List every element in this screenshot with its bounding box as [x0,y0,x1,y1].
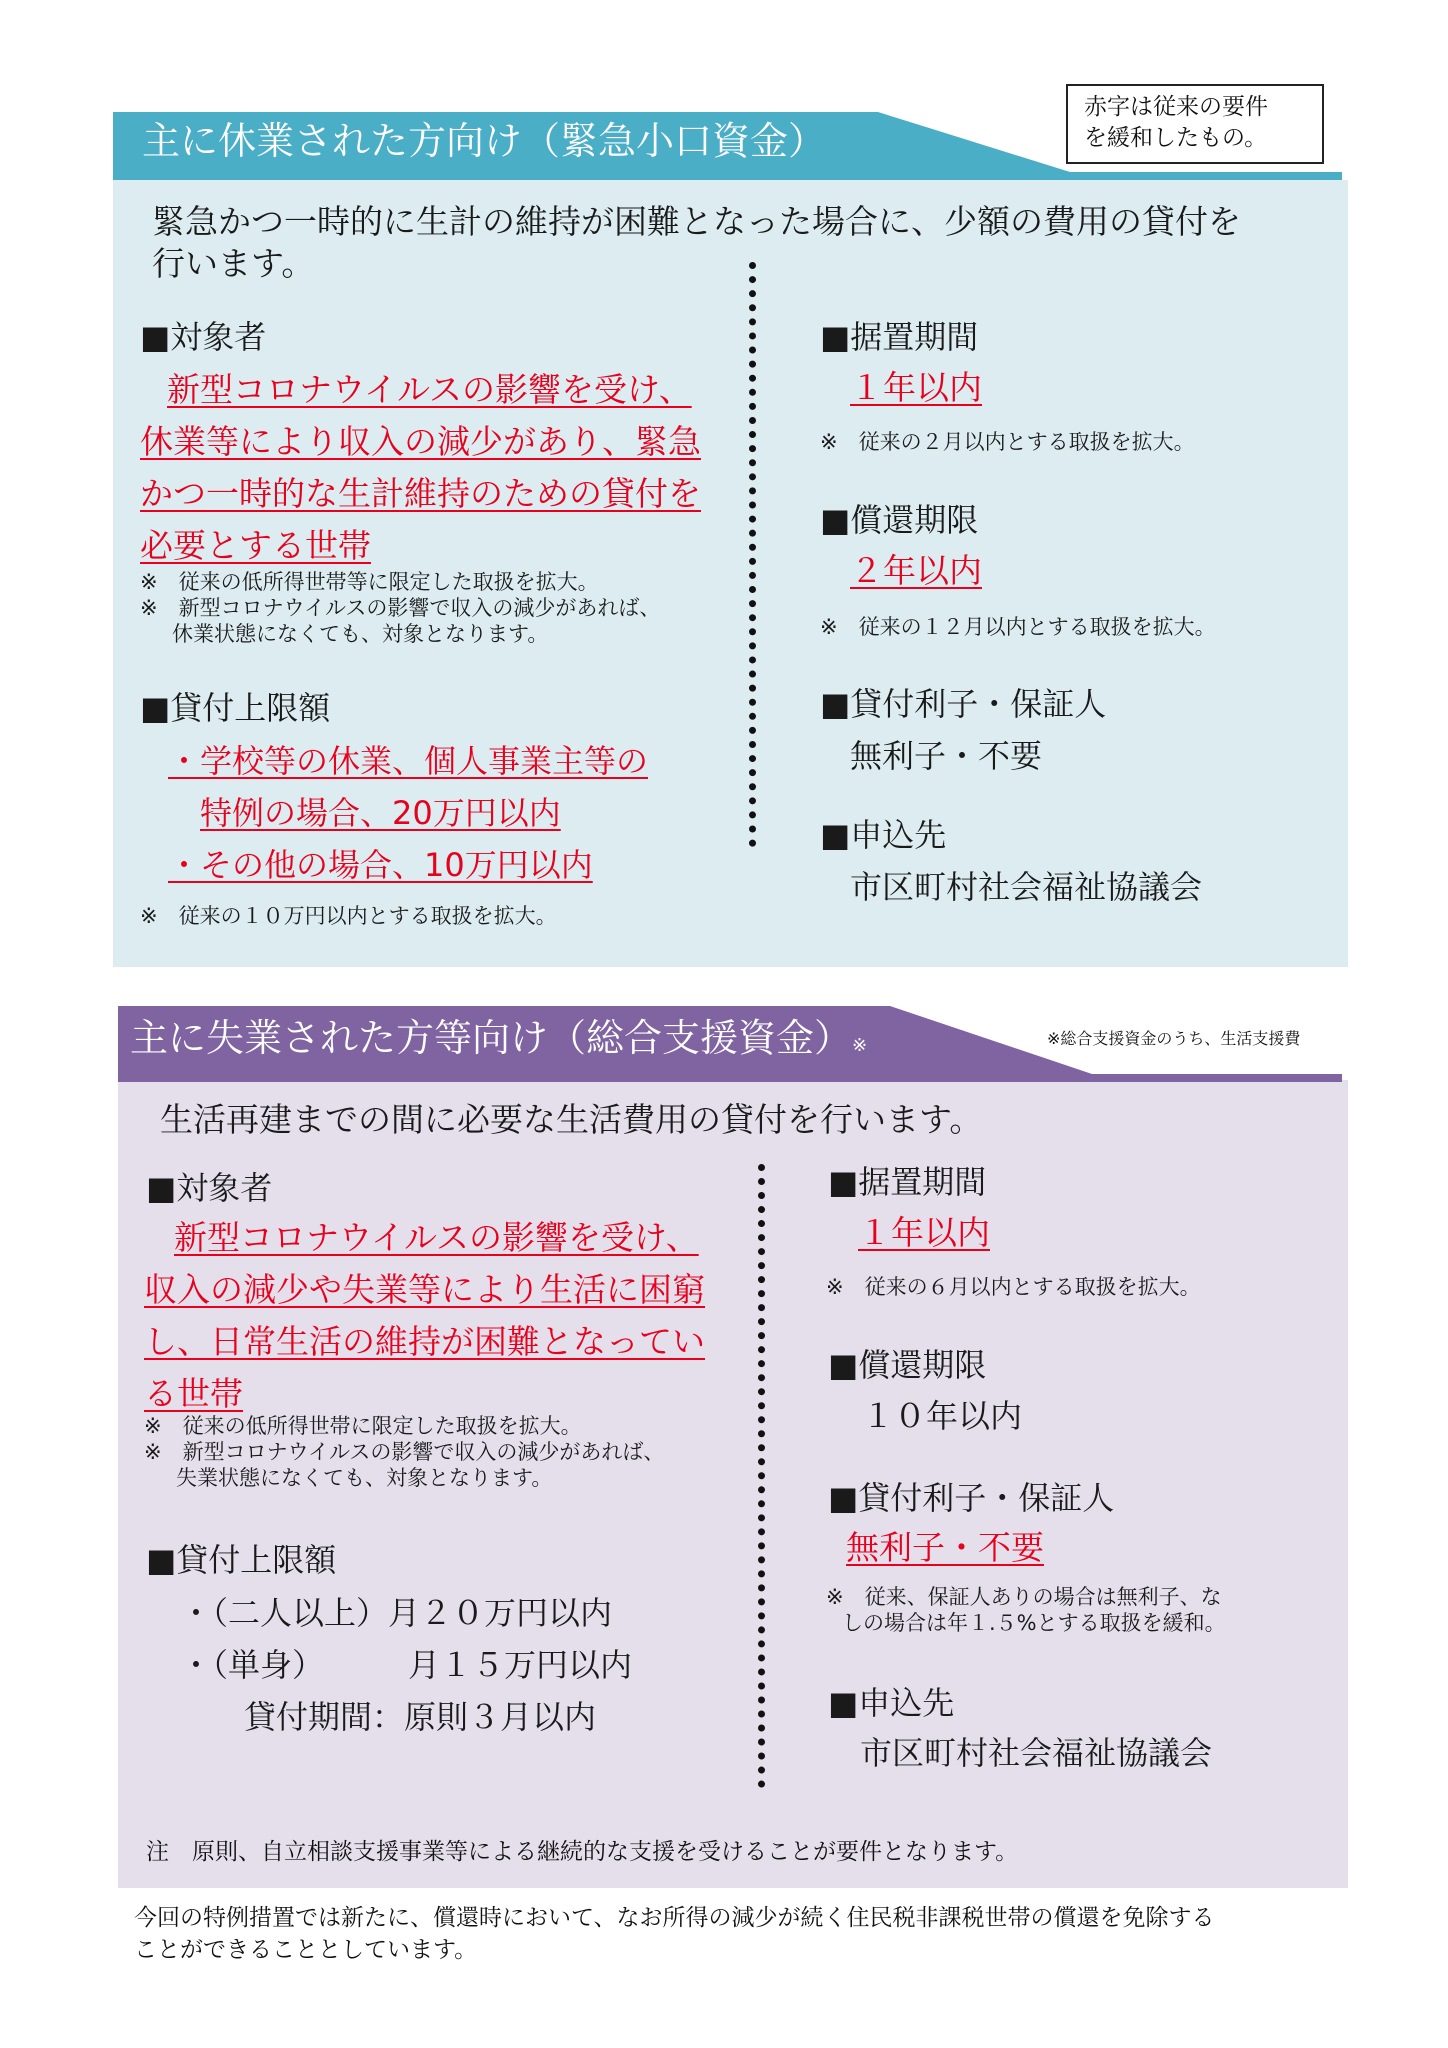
section2-limit-text: ・（二人以上）月２０万円以内 ・（単身） 月１５万円以内 貸付期間：原則３月以内 [180,1594,633,1736]
section2-title: 主に失業された方等向け（総合支援資金）※ [130,1016,868,1060]
section2-limit-heading: ■貸付上限額 [146,1541,337,1579]
section2-grace-note: ※ 従来の６月以内とする取扱を拡大。 [826,1275,1201,1299]
section2-target-text: 新型コロナウイルスの影響を受け、 収入の減少や失業等により生活に困窮 し、日常生活の維持が困難となってい る世帯 [144,1218,705,1413]
section1-grace-note: ※ 従来の２月以内とする取扱を拡大。 [820,430,1195,454]
section1-intro: 緊急かつ一時的に生計の維持が困難となった場合に、少額の費用の貸付を 行います。 [152,202,1241,283]
section1-apply-heading: ■申込先 [820,816,947,854]
section2-divider [758,1164,765,1788]
section2-target-heading: ■対象者 [146,1169,273,1207]
section2-grace-value: １年以内 [858,1213,990,1252]
section2-footnote: 注 原則、自立相談支援事業等による継続的な支援を受けることが要件となります。 [146,1839,1019,1865]
section1-repay-heading: ■償還期限 [820,501,979,539]
section2-interest-notes: ※ 従来、保証人ありの場合は無利子、な しの場合は年１.５%とする取扱を緩和。 [826,1585,1226,1635]
legend-line-1: 赤字は従来の要件 [1084,94,1268,120]
section1-limit-heading: ■貸付上限額 [140,689,331,727]
section1-grace-heading: ■据置期間 [820,318,979,356]
section1-interest-heading: ■貸付利子・保証人 [820,685,1107,723]
section2-interest-value: 無利子・不要 [846,1528,1044,1567]
section1-target-text: 新型コロナウイルスの影響を受け、 休業等により収入の減少があり、緊急 かつ一時的な生計維持のための貸付を 必要とする世帯 [140,370,701,565]
section1-apply-value: 市区町村社会福祉協議会 [850,868,1203,906]
section1-grace-value: １年以内 [850,368,982,407]
section1-limit-note: ※ 従来の１０万円以内とする取扱を拡大。 [140,904,557,928]
section2-side-note: ※総合支援資金のうち、生活支援費 [1047,1029,1301,1048]
section2-target-notes: ※ 従来の低所得世帯に限定した取扱を拡大。 ※ 新型コロナウイルスの影響で収入の減少があれば、 失業状態になくても、対象となります。 [144,1414,665,1490]
section2-interest-heading: ■貸付利子・保証人 [828,1479,1115,1517]
section2-repay-heading: ■償還期限 [828,1346,987,1384]
section1-repay-value: ２年以内 [850,551,982,590]
section2-intro: 生活再建までの間に必要な生活費用の貸付を行います。 [160,1100,983,1139]
section1-target-notes: ※ 従来の低所得世帯等に限定した取扱を拡大。 ※ 新型コロナウイルスの影響で収入の減少があれば、 休業状態になくても、対象となります。 [140,570,661,646]
section2-apply-value: 市区町村社会福祉協議会 [860,1734,1213,1772]
section1-title: 主に休業された方向け（緊急小口資金） [142,119,827,163]
section1-interest-value: 無利子・不要 [850,737,1043,775]
legend-line-2: を緩和したもの。 [1084,125,1268,151]
section2-repay-value: １０年以内 [862,1397,1023,1435]
section1-limit-text: ・学校等の休業、個人事業主等の 特例の場合、20万円以内 ・その他の場合、10万円以内 [168,742,649,884]
section1-repay-note: ※ 従来の１２月以内とする取扱を拡大。 [820,615,1216,639]
closing-text: 今回の特例措置では新たに、償還時において、なお所得の減少が続く住民税非課税世帯の償還を免除する ことができることとしています。 [134,1905,1215,1963]
section2-grace-heading: ■据置期間 [828,1163,987,1201]
section1-target-heading: ■対象者 [140,318,267,356]
section2-apply-heading: ■申込先 [828,1684,955,1722]
